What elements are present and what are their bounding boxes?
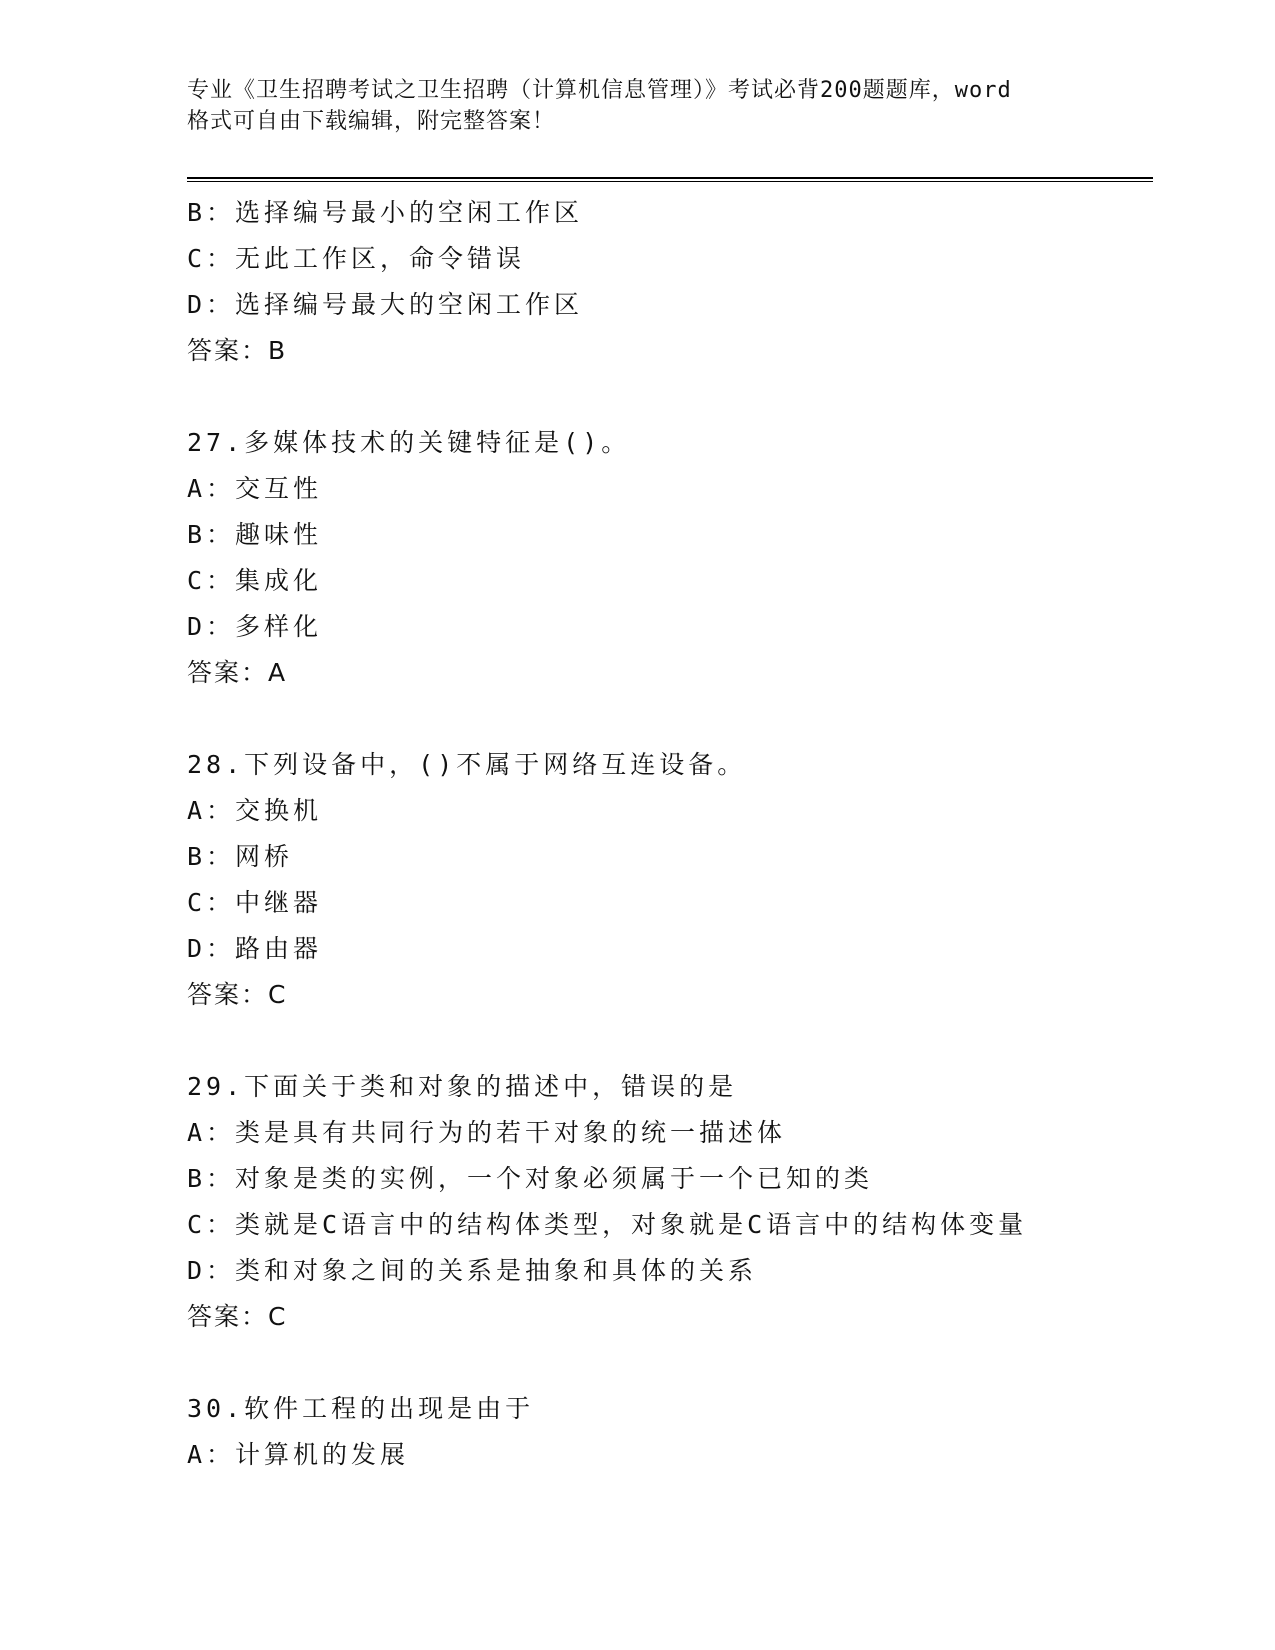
option-d: D：多样化 [187,612,323,641]
document-header [187,75,1087,137]
question-27 [187,420,1127,696]
option-b: B：对象是类的实例，一个对象必须属于一个已知的类 [187,1164,874,1193]
header-divider-thick [187,177,1153,179]
option-c: C：无此工作区，命令错误 [187,244,526,273]
question-text: 29.下面关于类和对象的描述中，错误的是 [187,1072,738,1101]
spacer [187,1018,1127,1064]
answer-line: 答案：B [187,336,288,365]
question-text: 27.多媒体技术的关键特征是()。 [187,428,631,457]
option-a: A：计算机的发展 [187,1440,410,1469]
option-c: C：中继器 [187,888,323,917]
spacer [187,374,1127,420]
option-d: D：选择编号最大的空闲工作区 [187,290,584,319]
answer-line: 答案：C [187,980,288,1009]
spacer [187,1340,1127,1386]
option-c: C：集成化 [187,566,323,595]
question-text: 28.下列设备中，()不属于网络互连设备。 [187,750,747,779]
header-title-line-2: 格式可自由下载编辑，附完整答案！ [187,109,556,134]
spacer [187,696,1127,742]
question-28 [187,742,1127,1018]
option-b: B：趣味性 [187,520,323,549]
option-a: A：类是具有共同行为的若干对象的统一描述体 [187,1118,787,1147]
header-divider-thin [187,181,1153,182]
option-b: B：选择编号最小的空闲工作区 [187,198,584,227]
option-c: C：类就是C语言中的结构体类型，对象就是C语言中的结构体变量 [187,1210,1028,1239]
option-d: D：类和对象之间的关系是抽象和具体的关系 [187,1256,758,1285]
question-26-continued [187,190,1127,374]
option-d: D：路由器 [187,934,323,963]
option-a: A：交互性 [187,474,323,503]
question-text: 30.软件工程的出现是由于 [187,1394,535,1423]
option-b: B：网桥 [187,842,294,871]
option-a: A：交换机 [187,796,323,825]
header-title-line-1: 专业《卫生招聘考试之卫生招聘（计算机信息管理）》考试必背200题题库，word [187,78,1012,103]
question-list [187,190,1127,1478]
answer-line: 答案：C [187,1302,288,1331]
question-30 [187,1386,1127,1478]
answer-line: 答案：A [187,658,288,687]
question-29 [187,1064,1127,1340]
